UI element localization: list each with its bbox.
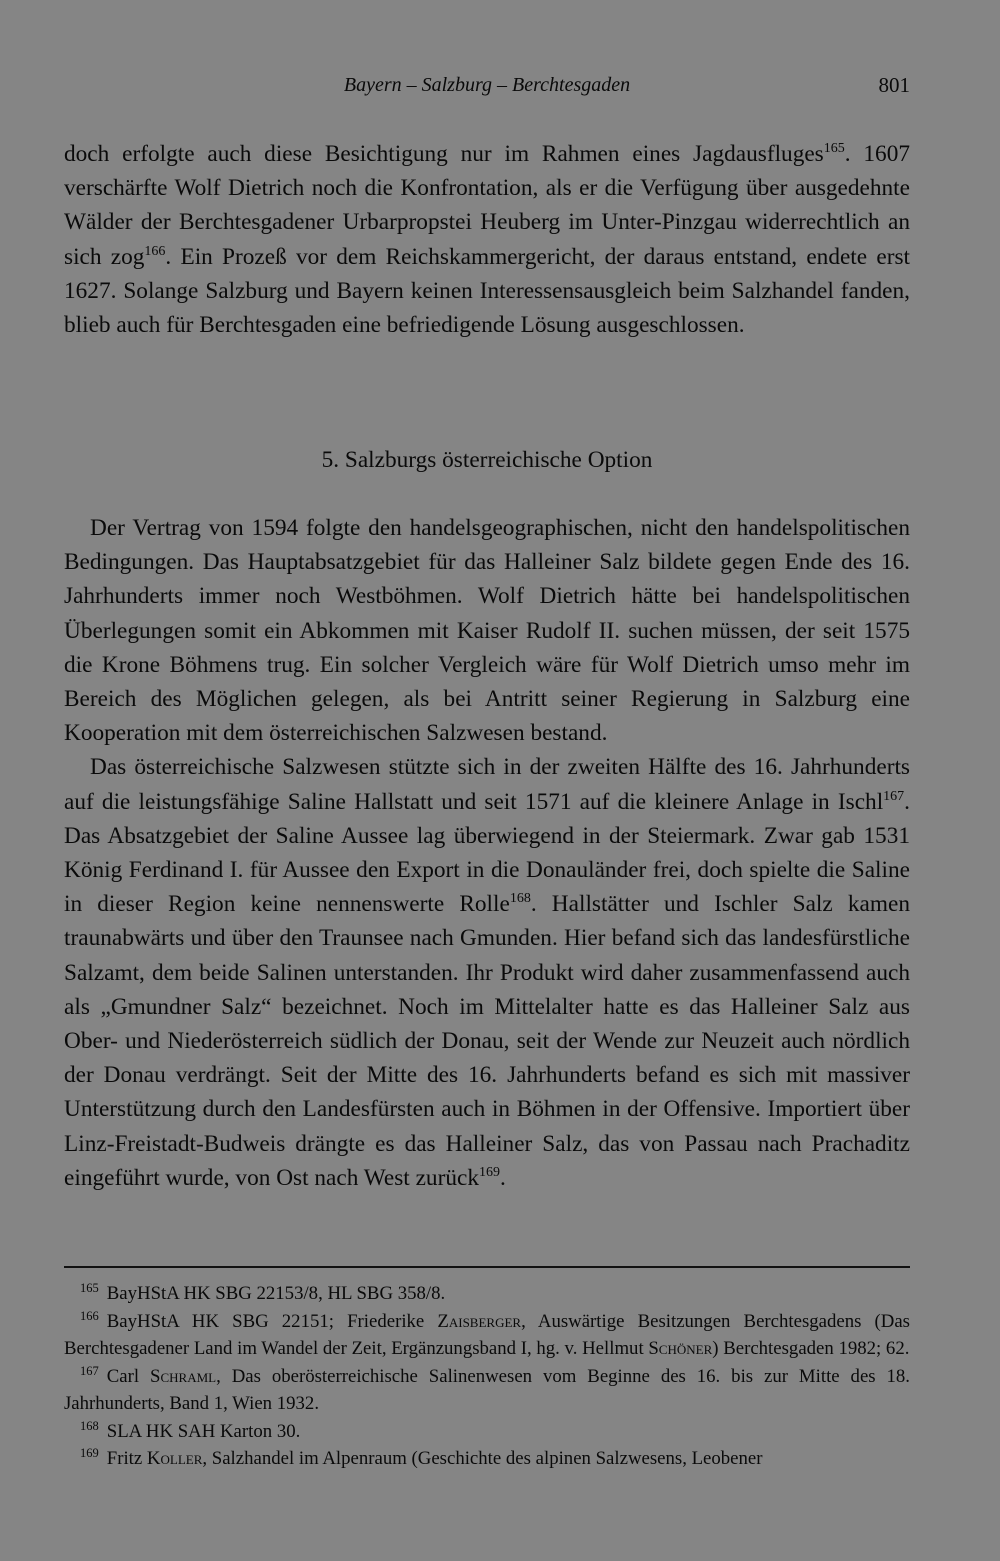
author-name: Schraml <box>150 1365 217 1387</box>
footnote-166 <box>64 1308 910 1363</box>
text-run: Das österreichische Salzwesen stützte sich in der zweiten Hälfte des 16. Jahrhunderts auf die leistungsfähige Saline Hallstatt und seit 1571 auf die kleinere Anlage in Ischl <box>64 754 910 815</box>
author-name: Zaisberger <box>437 1310 522 1332</box>
paragraph-3 <box>64 750 910 1195</box>
text-run: doch erfolgte auch diese Besichtigung nur im Rahmen eines Jagdausfluges <box>64 141 824 167</box>
footnote-ref-167: 167 <box>883 788 905 804</box>
footnote-text: Fritz <box>106 1448 147 1469</box>
text-run: . 1607 verschärfte Wolf Dietrich noch die Konfrontation, als er die Verfügung über ausgedehnte Wälder der Berchtesgadener Urbarpropstei Heuberg im Unter-Pinzgau widerrechtlich an sich zog <box>64 141 911 270</box>
section-body <box>64 511 910 1195</box>
footnote-ref-169: 169 <box>478 1164 500 1180</box>
footnote-ref-166: 166 <box>144 243 166 259</box>
paragraph-2: Der Vertrag von 1594 folgte den handelsgeographischen, nicht den handelspolitischen Bedingungen. Das Hauptabsatzgebiet für das Halleiner Salz bildete gegen Ende des 16. Jahrhunderts immer noch Westböhmen. Wolf Dietrich hätte bei handelspolitischen Überlegungen somit ein Abkommen mit Kaiser Rudolf II. suchen müssen, der seit 1575 die Krone Böhmens trug. Ein solcher Vergleich wäre für Wolf Dietrich umso mehr im Bereich des Möglichen gelegen, als bei Antritt seiner Regierung in Salzburg eine Kooperation mit dem österreichischen Salzwesen bestand. <box>64 515 910 747</box>
footnote-text: ) Berchtesgaden 1982; 62. <box>712 1338 910 1359</box>
text-run: . Das Absatzgebiet der Saline Aussee lag überwiegend in der Steiermark. Zwar gab 1531 König Ferdinand I. für Aussee den Export in die Donauländer frei, doch spielte die Saline in dieser Region keine nennenswerte Rolle <box>64 788 910 918</box>
text-run: . Ein Prozeß vor dem Reichskammergericht, der daraus entstand, endete erst 1627. Solange Salzburg und Bayern keinen Interessensausgleich beim Salzhandel fanden, blieb auch für Berchtesgaden eine befriedigende Lösung ausgeschlossen. <box>64 243 910 339</box>
footnote-number: 165 <box>80 1281 99 1295</box>
footnote-text: , Salzhandel im Alpenraum (Geschichte des alpinen Salzwesens, Leobener <box>202 1448 763 1469</box>
page-header <box>64 70 910 102</box>
footnote-ref-168: 168 <box>509 891 531 907</box>
footnote-text: SLA HK SAH Karton 30. <box>106 1420 301 1442</box>
footnote-number: 166 <box>80 1308 99 1323</box>
author-name: Koller <box>146 1448 203 1469</box>
running-title: Bayern – Salzburg – Berchtesgaden <box>343 74 631 96</box>
footnote-number: 169 <box>80 1446 99 1460</box>
footnote-168 <box>64 1418 910 1446</box>
footnote-number: 167 <box>80 1363 99 1378</box>
section-heading: 5. Salzburgs österreichische Option <box>321 447 653 473</box>
footnote-text: , Das oberösterreichische Salinenwesen vom Beginne des 16. bis zur Mitte des 18. Jahrhunderts, Band 1, Wien 1932. <box>64 1365 910 1414</box>
footnote-ref-165: 165 <box>823 141 845 156</box>
opening-paragraph <box>64 137 910 342</box>
footnote-divider <box>64 1266 910 1268</box>
page-number: 801 <box>878 73 910 97</box>
footnote-165 <box>64 1280 910 1308</box>
footnote-number: 168 <box>80 1418 99 1433</box>
text-run: . <box>499 1164 506 1191</box>
text-run: . Hallstätter und Ischler Salz kamen traunabwärts und über den Traunsee nach Gmunden. Hier befand sich das landesfürstliche Salzamt, dem beide Salinen unterstanden. Ihr Produkt wird daher zusammenfassend auch als „Gmundner Salz“ bezeichnet. Noch im Mittelalter hatte es das Halleiner Salz aus Ober- und Niederösterreich südlich der Donau, seit der Wende zur Neuzeit auch nördlich der Donau verdrängt. Seit der Mitte des 16. Jahrhunderts befand es sich mit massiver Unterstützung durch den Landesfürsten auch in Böhmen in der Offensive. Importiert über Linz-Freistadt-Budweis drängte es das Halleiner Salz, das von Passau nach Prachaditz eingeführt wurde, von Ost nach West zurück <box>64 891 910 1191</box>
footnote-text: BayHStA HK SBG 22153/8, HL SBG 358/8. <box>106 1283 446 1304</box>
footnote-169 <box>64 1445 910 1473</box>
editor-name: Schöner <box>648 1338 713 1359</box>
footnote-text: BayHStA HK SBG 22151; Friederike <box>106 1310 438 1332</box>
paragraph-1 <box>64 137 910 342</box>
footnotes <box>64 1280 910 1473</box>
footnote-167 <box>64 1363 910 1418</box>
footnote-text: , Auswärtige Besitzungen Berchtesgadens (Das Berchtesgadener Land im Wandel der Zeit, Ergänzungsband I, hg. v. Hellmut <box>64 1310 910 1359</box>
footnote-text: Carl <box>106 1365 151 1387</box>
